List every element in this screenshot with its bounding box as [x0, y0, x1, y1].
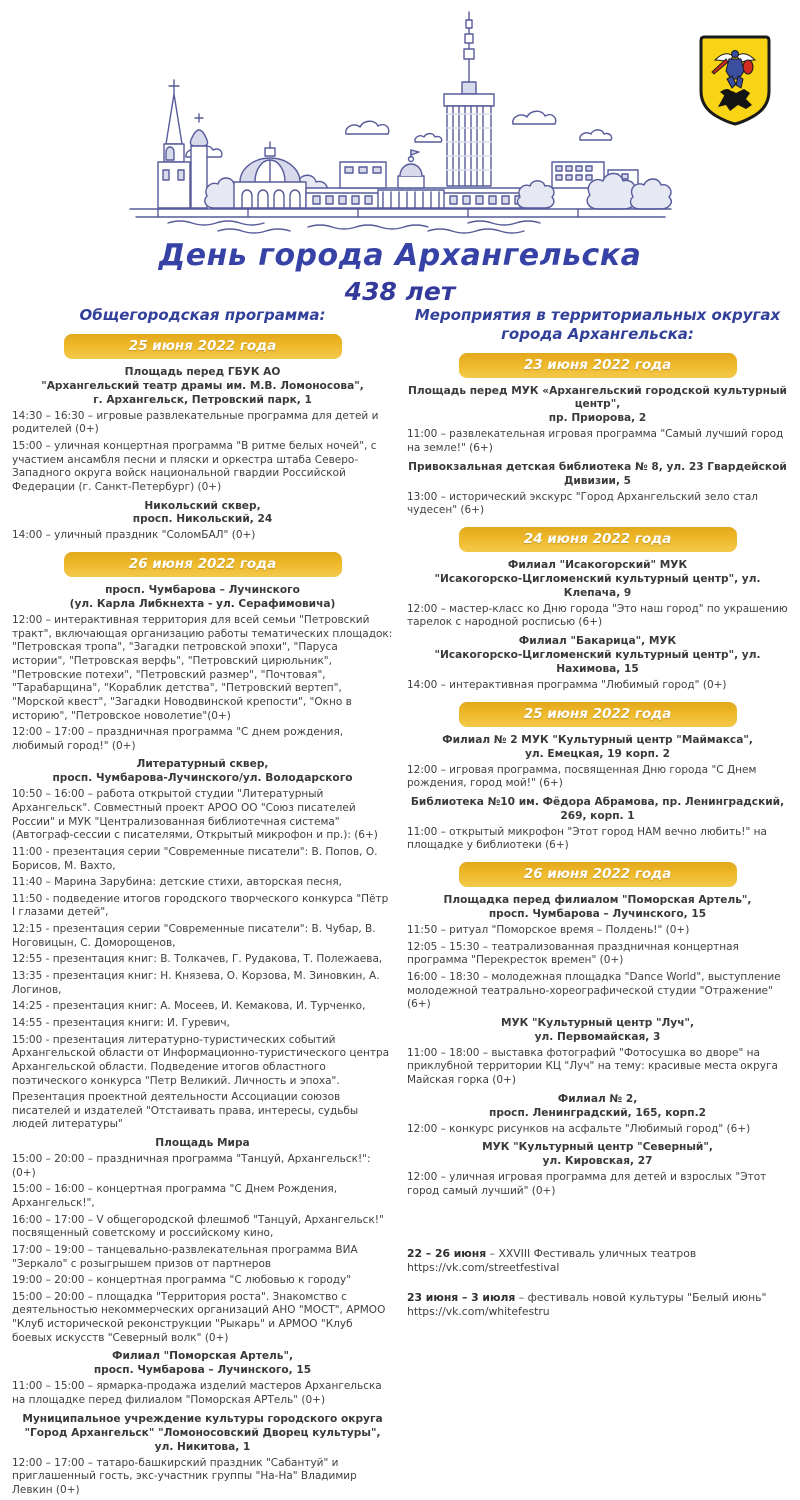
- venue-name: [407, 461, 788, 489]
- event-line: 11:00 – 15:00 – ярмарка-продажа изделий мастеров Архангельска на площадке перед филиалом "Поморская АРТель" (0+): [12, 1380, 382, 1406]
- event-line: 12:00 – уличная игровая программа для детей и взрослых "Этот город самый лучший" (0+): [407, 1171, 767, 1197]
- venue-line: Муниципальное учреждение культуры городского округа: [22, 1412, 383, 1425]
- venue-line: Филиал № 2 МУК "Культурный центр "Маймакса",: [442, 733, 753, 746]
- venue-line: ул. Первомайская, 3: [534, 1030, 661, 1043]
- event-line: 16:00 – 18:30 – молодежная площадка "Dance World", выступление молодежной театрально-хореографической студии "Отражение"(6+): [407, 970, 781, 1011]
- venue-line: просп. Чумбарова – Лучинского, 15: [488, 908, 707, 921]
- venue-name: [12, 500, 393, 528]
- venue-line: просп. Ленинградский, 165, корп.2: [489, 1106, 706, 1119]
- festival-note: [407, 1247, 788, 1275]
- event-line: 11:50 - подведение итогов городского творческого конкурса "Пётр I глазами детей",: [12, 892, 389, 919]
- venue-line: Библиотека №10 им. Фёдора Абрамова, пр. Ленинградский, 269, корп. 1: [410, 795, 785, 822]
- venue-name: [407, 559, 788, 601]
- event-line: 15:00 – 20:00 – площадка "Территория роста". Знакомство с деятельностью некоммерческих организаций АНО "МОСТ", АРМОО "Клуб исторической реконструкции "Рыкарь" и АРМОО "Клуб боевых искусств "Северный волк" (0+): [12, 1290, 386, 1344]
- event-line: 17:00 – 19:00 – танцевально-развлекательная программа ВИА "Зеркало" с розыгрышем призов от партнеров: [12, 1243, 358, 1270]
- venue-name: [407, 1093, 788, 1121]
- event-line: 15:00 - презентация литературно-туристических событий Архангельской области от Информационно-туристического центра Архангельской области. Подведение итогов областного поэтического конкурса "Петр Великий. Личность и эпоха".: [12, 1033, 390, 1087]
- venue-name: [407, 1017, 788, 1045]
- venue-line: ул. Кировская, 27: [542, 1155, 653, 1168]
- event-line: 11:00 - презентация серии "Современные писатели": В. Попов, О. Борисов, М. Вахто,: [12, 845, 378, 872]
- venue-line: ул. Емецкая, 19 корп. 2: [524, 747, 671, 760]
- venue-name: [12, 366, 393, 408]
- venue-line: Филиал "Бакарица", МУК: [518, 635, 677, 648]
- event-line: Презентация проектной деятельности Ассоциации союзов писателей и издателей "Отстаивать права, интересы, судьбы людей литературы": [12, 1091, 359, 1131]
- venue-line: Никольский сквер,: [144, 499, 261, 512]
- event-line: 11:00 – открытый микрофон "Этот город НАМ вечно любить!" на площадке у библиотеки (6+): [407, 825, 767, 852]
- venue-line: "Исакогорско-Цигломенский культурный центр", ул. Клепача, 9: [434, 572, 761, 599]
- venue-line: Площадь Мира: [155, 1137, 250, 1150]
- venue-name: [12, 758, 393, 786]
- arkhangelsk-coat-of-arms: [698, 34, 772, 128]
- venue-line: просп. Чумбарова – Лучинского, 15: [93, 1364, 312, 1377]
- event-line: 19:00 – 20:00 – концертная программа "С любовью к городу": [12, 1274, 352, 1287]
- date-banner: 25 июня 2022 года: [459, 702, 737, 727]
- city-skyline-illustration: [128, 2, 673, 234]
- event-line: 12:00 – игровая программа, посвященная Дню города "С Днем рождения, город мой!" (6+): [407, 763, 757, 790]
- event-line: 11:40 – Марина Зарубина: детские стихи, авторская песня,: [12, 876, 342, 889]
- event-line: 11:50 – ритуал "Поморское время – Полдень!" (0+): [407, 924, 690, 937]
- date-banner: 26 июня 2022 года: [459, 862, 737, 887]
- venue-line: просп. Чумбарова-Лучинского/ул. Володарского: [52, 772, 353, 785]
- venue-name: [12, 1350, 393, 1378]
- districts-program-column: [407, 306, 788, 1500]
- page-title: День города Архангельска: [158, 238, 642, 273]
- event-line: 14:30 – 16:30 – игровые развлекательные программа для детей и родителей (0+): [12, 409, 379, 436]
- event-line: 13:00 – исторический экскурс "Город Архангельский зело стал чудесен" (6+): [407, 490, 759, 517]
- event-line: 12:00 – мастер-класс ко Дню города "Это наш город" по украшению тарелок с народной росписью (6+): [407, 602, 788, 629]
- citywide-program-heading: Общегородская программа:: [79, 306, 326, 324]
- event-line: 15:00 – 16:00 – концертная программа "С Днем Рождения, Архангельск!",: [12, 1183, 338, 1209]
- date-banner: 24 июня 2022 года: [459, 527, 737, 552]
- venue-line: г. Архангельск, Петровский парк, 1: [93, 393, 312, 406]
- venue-name: [12, 1413, 393, 1455]
- venue-line: (ул. Карла Либкнехта - ул. Серафимовича): [69, 598, 336, 611]
- festival-dates: 22 – 26 июня: [407, 1246, 487, 1260]
- event-line: 16:00 – 17:00 – V общегородской флешмоб "Танцуй, Архангельск!" посвященный советскому и российскому кино,: [12, 1213, 384, 1240]
- venue-name: [12, 584, 393, 612]
- venue-line: "Исакогорско-Цигломенский культурный центр", ул. Нахимова, 15: [434, 649, 761, 676]
- festival-description: – XXVIII Фестиваль уличных театров https://vk.com/streetfestival: [407, 1246, 697, 1274]
- venue-line: МУК "Культурный центр "Северный",: [482, 1141, 713, 1154]
- date-banner: 23 июня 2022 года: [459, 353, 737, 378]
- date-banner: 25 июня 2022 года: [64, 334, 342, 359]
- event-line: 14:25 - презентация книг: А. Мосеев, И. Кемакова, И. Турченко,: [12, 1000, 366, 1013]
- event-line: 11:00 – 18:00 – выставка фотографий "Фотосушка во дворе" на приклубной территории КЦ "Луч" на тему: красивые места округа Майская горка (0+): [407, 1046, 778, 1087]
- event-line: 12:55 - презентация книг: В. Толкачев, Г. Рудакова, Т. Полежаева,: [12, 953, 383, 966]
- venue-line: "Архангельский театр драмы им. М.В. Ломоносова",: [41, 379, 364, 392]
- event-line: 13:35 - презентация книг: Н. Князева, О. Корзова, М. Зиновкин, А. Логинов,: [12, 970, 380, 996]
- program-columns: [12, 306, 788, 1500]
- event-line: 11:00 – развлекательная игровая программа "Самый лучший город на земле!" (6+): [407, 428, 784, 455]
- districts-program-heading: Мероприятия в территориальных округах города Архангельска:: [414, 306, 781, 343]
- event-line: 12:05 – 15:30 – театрализованная праздничная концертная программа "Перекресток времен" (0+): [407, 940, 739, 967]
- event-line: 12:00 – 17:00 – праздничная программа "С днем рождения, любимый город!" (0+): [12, 726, 344, 752]
- event-line: 15:00 – 20:00 – праздничная программа "Танцуй, Архангельск!": (0+): [12, 1153, 371, 1179]
- venue-line: Площадь перед МУК «Архангельский городской культурный центр",: [408, 384, 787, 411]
- event-line: 14:00 – уличный праздник "СоломБАЛ" (0+): [12, 529, 256, 542]
- venue-line: Литературный сквер,: [136, 758, 269, 771]
- festivals-footer: [407, 1247, 788, 1319]
- venue-line: "Город Архангельск" "Ломоносовский Дворец культуры",: [24, 1426, 381, 1439]
- venue-name: [407, 734, 788, 762]
- venue-line: Филиал "Поморская Артель",: [111, 1350, 294, 1363]
- venue-name: [407, 1141, 788, 1169]
- venue-line: ул. Никитова, 1: [154, 1440, 251, 1453]
- festival-dates: 23 июня – 3 июля: [407, 1290, 516, 1304]
- venue-line: Филиал "Исакогорский" МУК: [507, 558, 688, 571]
- page-subtitle: 438 лет: [344, 277, 456, 306]
- event-line: 12:15 - презентация серии "Современные писатели": В. Чубар, В. Ноговицын, С. Доморощенов,: [12, 923, 376, 949]
- venue-name: [12, 1137, 393, 1151]
- festival-description: – фестиваль новой культуры "Белый июнь" https://vk.com/whitefestru: [407, 1290, 767, 1318]
- event-line: 12:00 – 17:00 – татаро-башкирский праздник "Сабантуй" и приглашенный гость, экс-участник группы "На-На" Владимир Левкин (0+): [12, 1456, 357, 1496]
- festival-note: [407, 1291, 788, 1319]
- venue-line: Привокзальная детская библиотека № 8, ул. 23 Гвардейской Дивизии, 5: [408, 460, 787, 487]
- venue-line: Площадь перед ГБУК АО: [124, 365, 281, 378]
- event-line: 12:00 – интерактивная территория для всей семьи "Петровский тракт", включающая организацию работы тематических площадок: "Петровская тропа", "Загадки петровской эпохи", "Паруса истории", "Петровская верфь", "Петровский цирюльник", "Петровские потехи", "Петровский размер", "Почтовая", "Тарабарщина", "Кораблик детства", "Петровский вертеп", "Морской квест", "Загадки Новодвинской крепости", "Окно в историю", "Петровское новолетие"(0+): [12, 614, 393, 722]
- event-line: 15:00 – уличная концертная программа "В ритме белых ночей", с участием ансамбля песни и пляски и оркестра штаба Северо-Западного округа войск национальной гвардии Российской Федерации (г. Санкт-Петербург) (0+): [12, 439, 377, 493]
- event-line: 10:50 – 16:00 – работа открытой студии "Литературный Архангельск". Совместный проект АРОО ОО "Союз писателей России" и МУК "Централизованная библиотечная система" (Автограф-сессии с писателями, Открытый микрофон и пр.): (6+): [12, 788, 378, 842]
- date-banner: 26 июня 2022 года: [64, 552, 342, 577]
- event-line: 14:00 – интерактивная программа "Любимый город" (0+): [407, 679, 727, 691]
- venue-line: МУК "Культурный центр "Луч",: [500, 1016, 695, 1029]
- venue-line: Филиал № 2,: [557, 1092, 638, 1105]
- venue-line: Площадка перед филиалом "Поморская Артель",: [443, 894, 752, 907]
- venue-name: [407, 796, 788, 824]
- event-line: 14:55 - презентация книги: И. Гуревич,: [12, 1016, 230, 1029]
- venue-line: пр. Приорова, 2: [548, 412, 647, 425]
- venue-name: [407, 635, 788, 677]
- citywide-program-column: [12, 306, 393, 1500]
- venue-name: [407, 385, 788, 427]
- venue-line: просп. Никольский, 24: [132, 513, 273, 526]
- event-line: 12:00 – конкурс рисунков на асфальте "Любимый город" (6+): [407, 1122, 751, 1135]
- venue-line: просп. Чумбарова – Лучинского: [105, 584, 300, 597]
- venue-name: [407, 894, 788, 922]
